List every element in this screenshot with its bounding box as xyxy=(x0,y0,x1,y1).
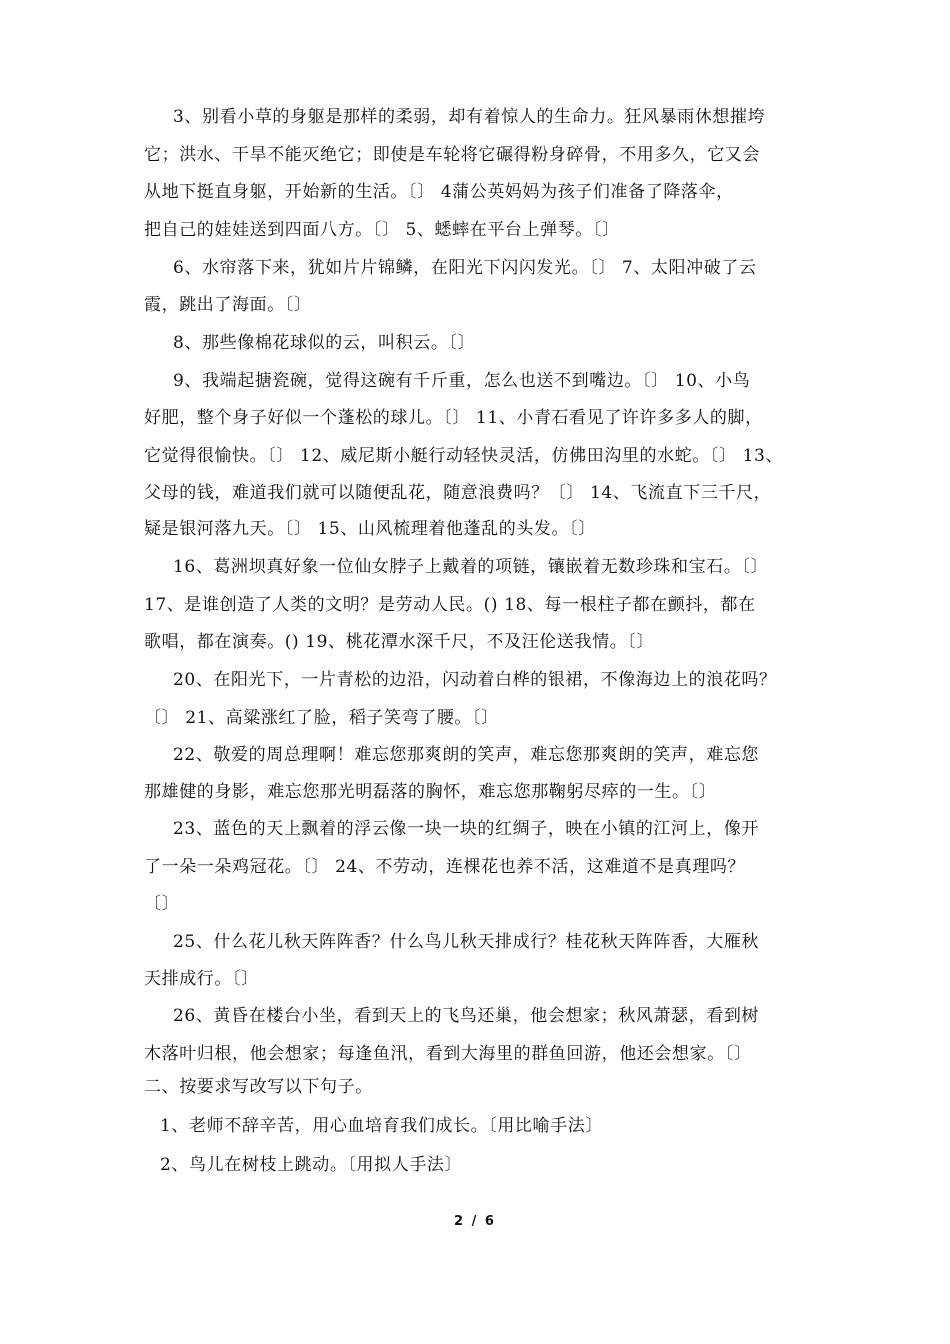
text-line: 那雄健的身影，难忘您那光明磊落的胸怀，难忘您那鞠躬尽瘁的一生。〔〕 xyxy=(144,782,717,802)
text-line: 9、我端起搪瓷碗，觉得这碗有千斤重，怎么也送不到嘴边。〔〕 10、小鸟 xyxy=(173,371,751,391)
text-line: 霞，跳出了海面。〔〕 xyxy=(144,295,312,315)
text-line: 天排成行。〔〕 xyxy=(144,969,259,989)
text-line: 了一朵一朵鸡冠花。〔〕 24、不劳动，连棵花也养不活，这难道不是真理吗？ xyxy=(144,857,746,877)
page-number: 2 / 6 xyxy=(454,1214,496,1229)
text-line: 它；洪水、干旱不能灭绝它；即使是车轮将它碾得粉身碎骨，不用多久，它又会 xyxy=(144,145,760,165)
text-line: 17、是谁创造了人类的文明？是劳动人民。() 18、每一根柱子都在颤抖，都在 xyxy=(144,595,756,615)
text-line: 25、什么花儿秋天阵阵香？什么鸟儿秋天排成行？桂花秋天阵阵香，大雁秋 xyxy=(173,932,760,952)
text-line: 23、蓝色的天上飘着的浮云像一块一块的红绸子，映在小镇的江河上，像开 xyxy=(173,819,760,839)
text-line: 20、在阳光下，一片青松的边沿，闪动着白桦的银裙，不像海边上的浪花吗？ xyxy=(173,670,777,690)
text-line: 父母的钱，难道我们就可以随便乱花，随意浪费吗？〔〕 14、飞流直下三千尺， xyxy=(144,483,772,503)
text-line: 22、敬爱的周总理啊！难忘您那爽朗的笑声，难忘您那爽朗的笑声，难忘您 xyxy=(173,745,760,765)
text-line: 26、黄昏在楼台小坐，看到天上的飞鸟还巢，他会想家；秋风萧瑟，看到树 xyxy=(173,1006,760,1026)
text-line: 疑是银河落九天。〔〕 15、山风梳理着他蓬乱的头发。〔〕 xyxy=(144,519,596,539)
text-line: 把自己的娃娃送到四面八方。〔〕 5、蟋蟀在平台上弹琴。〔〕 xyxy=(144,220,620,240)
text-line: 8、那些像棉花球似的云，叫积云。〔〕 xyxy=(173,333,476,353)
text-line: 6、水帘落下来，犹如片片锦鳞，在阳光下闪闪发光。〔〕 7、太阳冲破了云 xyxy=(173,258,757,278)
text-line: 16、葛洲坝真好象一位仙女脖子上戴着的项链，镶嵌着无数珍珠和宝石。〔〕 xyxy=(173,557,769,577)
text-line: 好肥，整个身子好似一个蓬松的球儿。〔〕 11、小青石看见了许许多多人的脚， xyxy=(144,408,763,428)
text-line: 从地下挺直身躯，开始新的生活。〔〕 4蒲公英妈妈为孩子们准备了降落伞， xyxy=(144,182,734,202)
text-line: 2、鸟儿在树枝上跳动。〔用拟人手法〕 xyxy=(160,1155,463,1175)
section-heading: 二、按要求写改写以下句子。 xyxy=(144,1077,373,1097)
text-line: 1、老师不辞辛苦，用心血培育我们成长。〔用比喻手法〕 xyxy=(160,1116,603,1136)
text-line: 3、别看小草的身躯是那样的柔弱，却有着惊人的生命力。狂风暴雨休想摧垮 xyxy=(173,107,766,127)
text-line: 〔〕 21、高粱涨红了脸，稻子笑弯了腰。〔〕 xyxy=(144,708,499,728)
text-line: 〔〕 xyxy=(144,894,180,914)
text-line: 木落叶归根，他会想家；每逢鱼汛，看到大海里的群鱼回游，他还会想家。〔〕 xyxy=(144,1044,752,1064)
text-line: 歌唱，都在演奏。() 19、桃花潭水深千尺，不及汪伦送我情。〔〕 xyxy=(144,632,654,652)
text-line: 它觉得很愉快。〔〕 12、威尼斯小艇行动轻快灵活，仿佛田沟里的水蛇。〔〕 13、 xyxy=(144,446,784,466)
